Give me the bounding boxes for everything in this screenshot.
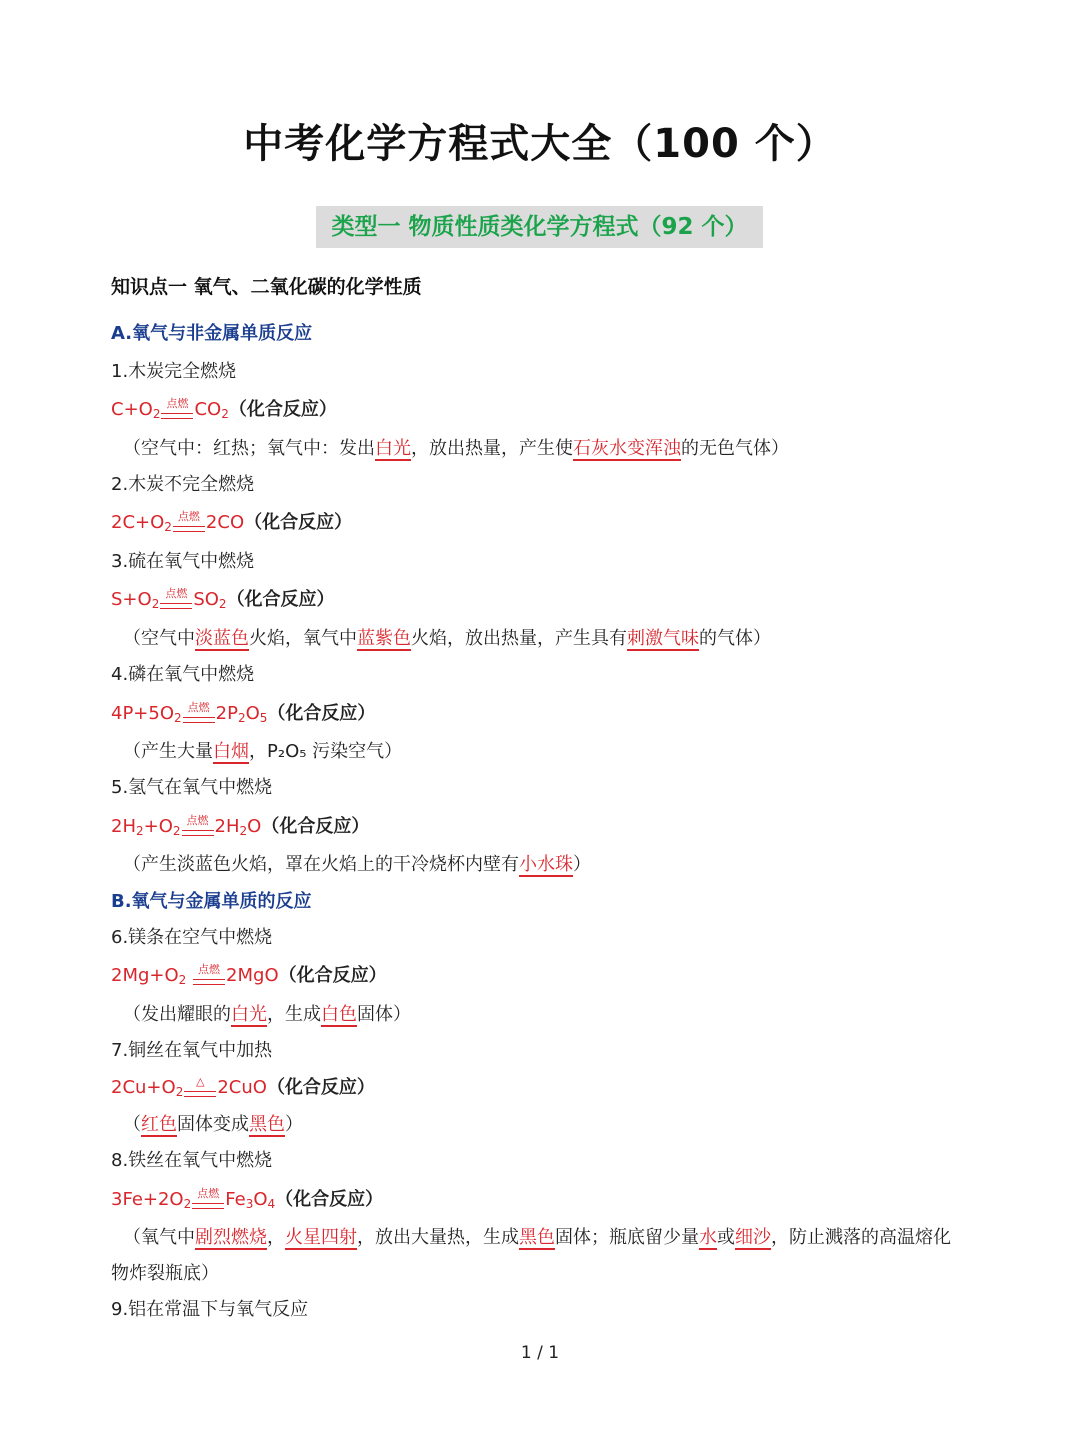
item-7: 7.铜丝在氧气中加热 <box>111 1040 273 1061</box>
reaction-type: （化合反应） <box>228 399 337 420</box>
condition-ignite: 点燃 <box>160 397 194 423</box>
equation-6: $2Mg+O_2$ 点燃 2MgO（化合反应） <box>111 963 387 987</box>
equation-4: $4P+5O_2$ 点燃 $2P_2O_5$（化合反应） <box>111 701 376 725</box>
condition-ignite: 点燃 <box>192 963 226 989</box>
item-8: 8.铁丝在氧气中燃烧 <box>111 1150 273 1171</box>
item-2: 2.木炭不完全燃烧 <box>111 474 255 495</box>
item-6: 6.镁条在空气中燃烧 <box>111 927 273 948</box>
reaction-type: （化合反应） <box>267 703 376 724</box>
section-a-heading: A.氧气与非金属单质反应 <box>111 323 313 344</box>
note-3: （空气中淡蓝色火焰，氧气中蓝紫色火焰，放出热量，产生具有刺激气味的气体） <box>123 628 771 649</box>
condition-ignite: 点燃 <box>181 814 215 840</box>
note-6: （发出耀眼的白光，生成白色固体） <box>123 1004 411 1025</box>
note-8-continued: 物炸裂瓶底） <box>111 1263 219 1284</box>
condition-ignite: 点燃 <box>191 1187 225 1213</box>
note-5: （产生淡蓝色火焰，罩在火焰上的干冷烧杯内壁有小水珠） <box>123 854 591 875</box>
condition-ignite: 点燃 <box>182 701 216 727</box>
condition-ignite: 点燃 <box>159 587 193 613</box>
reaction-type: （化合反应） <box>226 589 335 610</box>
item-9: 9.铝在常温下与氧气反应 <box>111 1299 309 1320</box>
equation-7: $2Cu+O_2$ △ 2CuO（化合反应） <box>111 1075 375 1099</box>
reaction-type: （化合反应） <box>244 512 353 533</box>
note-1: （空气中：红热；氧气中：发出白光，放出热量，产生使石灰水变浑浊的无色气体） <box>123 438 789 459</box>
equation-2: $2C+O_2$ 点燃 2CO（化合反应） <box>111 510 353 534</box>
note-8: （氧气中剧烈燃烧，火星四射，放出大量热，生成黑色固体；瓶底留少量水或细沙，防止溅落的高温熔化 <box>123 1227 951 1248</box>
knowledge-heading: 知识点一 氧气、二氧化碳的化学性质 <box>111 276 422 298</box>
note-7: （红色固体变成黑色） <box>123 1114 303 1135</box>
item-5: 5.氢气在氧气中燃烧 <box>111 777 273 798</box>
equation-5: $2H_2+O_2$ 点燃 $2H_2O$（化合反应） <box>111 814 370 838</box>
reaction-type: （化合反应） <box>261 816 370 837</box>
reaction-type: （化合反应） <box>278 965 387 986</box>
page-title: 中考化学方程式大全（100 个） <box>243 121 837 167</box>
condition-ignite: 点燃 <box>172 510 206 536</box>
equation-8: $3Fe+2O_2$ 点燃 $Fe_3O_4$（化合反应） <box>111 1187 384 1211</box>
item-3: 3.硫在氧气中燃烧 <box>111 551 255 572</box>
type-banner: 类型一 物质性质类化学方程式（92 个） <box>316 206 763 248</box>
reaction-type: （化合反应） <box>266 1077 375 1098</box>
item-4: 4.磷在氧气中燃烧 <box>111 664 255 685</box>
equation-3: $S+O_2$ 点燃 $SO_2$（化合反应） <box>111 587 335 611</box>
reaction-type: （化合反应） <box>275 1189 384 1210</box>
section-b-heading: B.氧气与金属单质的反应 <box>111 891 312 912</box>
condition-heat: △ <box>183 1075 217 1101</box>
equation-1: $C+O_2$ 点燃 $CO_2$（化合反应） <box>111 397 337 421</box>
page-number: 1 / 1 <box>520 1343 560 1363</box>
item-1: 1.木炭完全燃烧 <box>111 361 237 382</box>
note-4: （产生大量白烟，P₂O₅ 污染空气） <box>123 741 403 762</box>
